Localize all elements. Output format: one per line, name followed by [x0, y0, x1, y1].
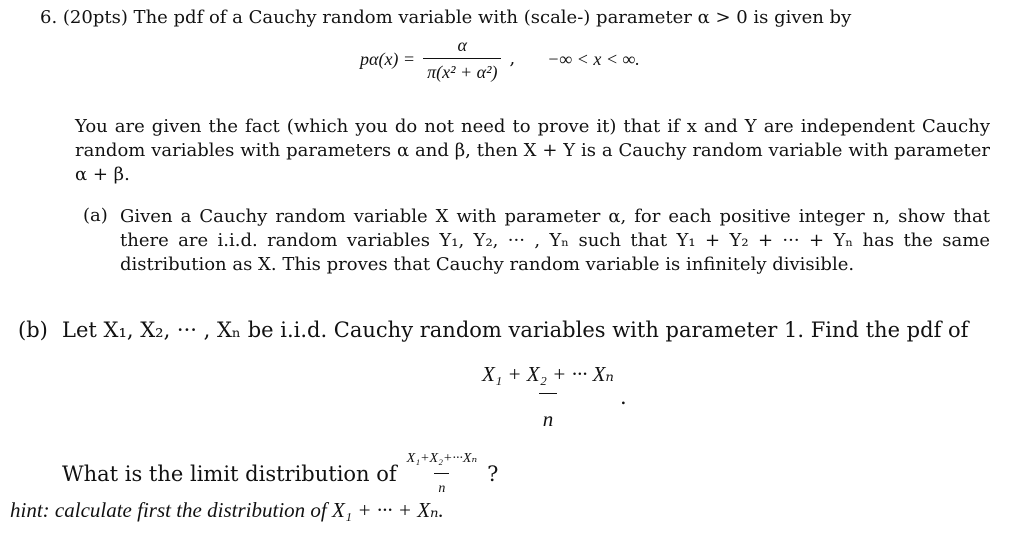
pdf-equation [360, 34, 640, 83]
sum-denominator: n [539, 393, 558, 432]
limit-numerator: X₁+X₂+···Xₙ [406, 451, 478, 466]
limit-fraction [403, 446, 481, 502]
pdf-numerator: α [457, 35, 467, 55]
pdf-comma: , [509, 47, 516, 69]
limit-question-suffix: ? [487, 462, 499, 486]
problem-header: 6. (20pts) The pdf of a Cauchy random variable with (scale-) parameter α > 0 is given by [40, 7, 852, 28]
fact-paragraph: You are given the fact (which you do not need to prove it) that if x and Y are independent Cauchy random variables with parameters α and β, then X + Y is a Cauchy random variable with parameter α + β. [75, 116, 990, 185]
limit-question-prefix: What is the limit distribution of [62, 462, 397, 486]
pdf-fraction [423, 34, 501, 83]
sum-numerator: X₁ + X₂ + ··· Xₙ [482, 362, 614, 386]
part-b-label: (b) [18, 318, 48, 342]
limit-question [62, 446, 498, 502]
part-a-text: Given a Cauchy random variable X with parameter α, for each positive integer n, show that there are i.i.d. random variables Y₁, Y₂, ··· , Yₙ such that Y₁ + Y₂ + ··· + Yₙ has the same distribution as X. This proves that Cauchy random variable is infinitely divisible. [120, 206, 990, 275]
part-a-label: (a) [83, 205, 108, 226]
fraction-period: . [619, 384, 627, 409]
sum-fraction [478, 361, 618, 432]
part-b-text: Let X₁, X₂, ··· , Xₙ be i.i.d. Cauchy random variables with parameter 1. Find the pdf of [62, 318, 969, 342]
part-b-fraction [478, 361, 627, 432]
pdf-denominator: π(x² + α²) [423, 58, 501, 83]
pdf-range: −∞ < x < ∞. [547, 48, 640, 69]
limit-denominator: n [434, 473, 449, 502]
hint-text: hint: calculate first the distribution of X₁ + ··· + Xₙ. [10, 498, 444, 522]
pdf-lhs: pα(x) = [360, 48, 416, 69]
